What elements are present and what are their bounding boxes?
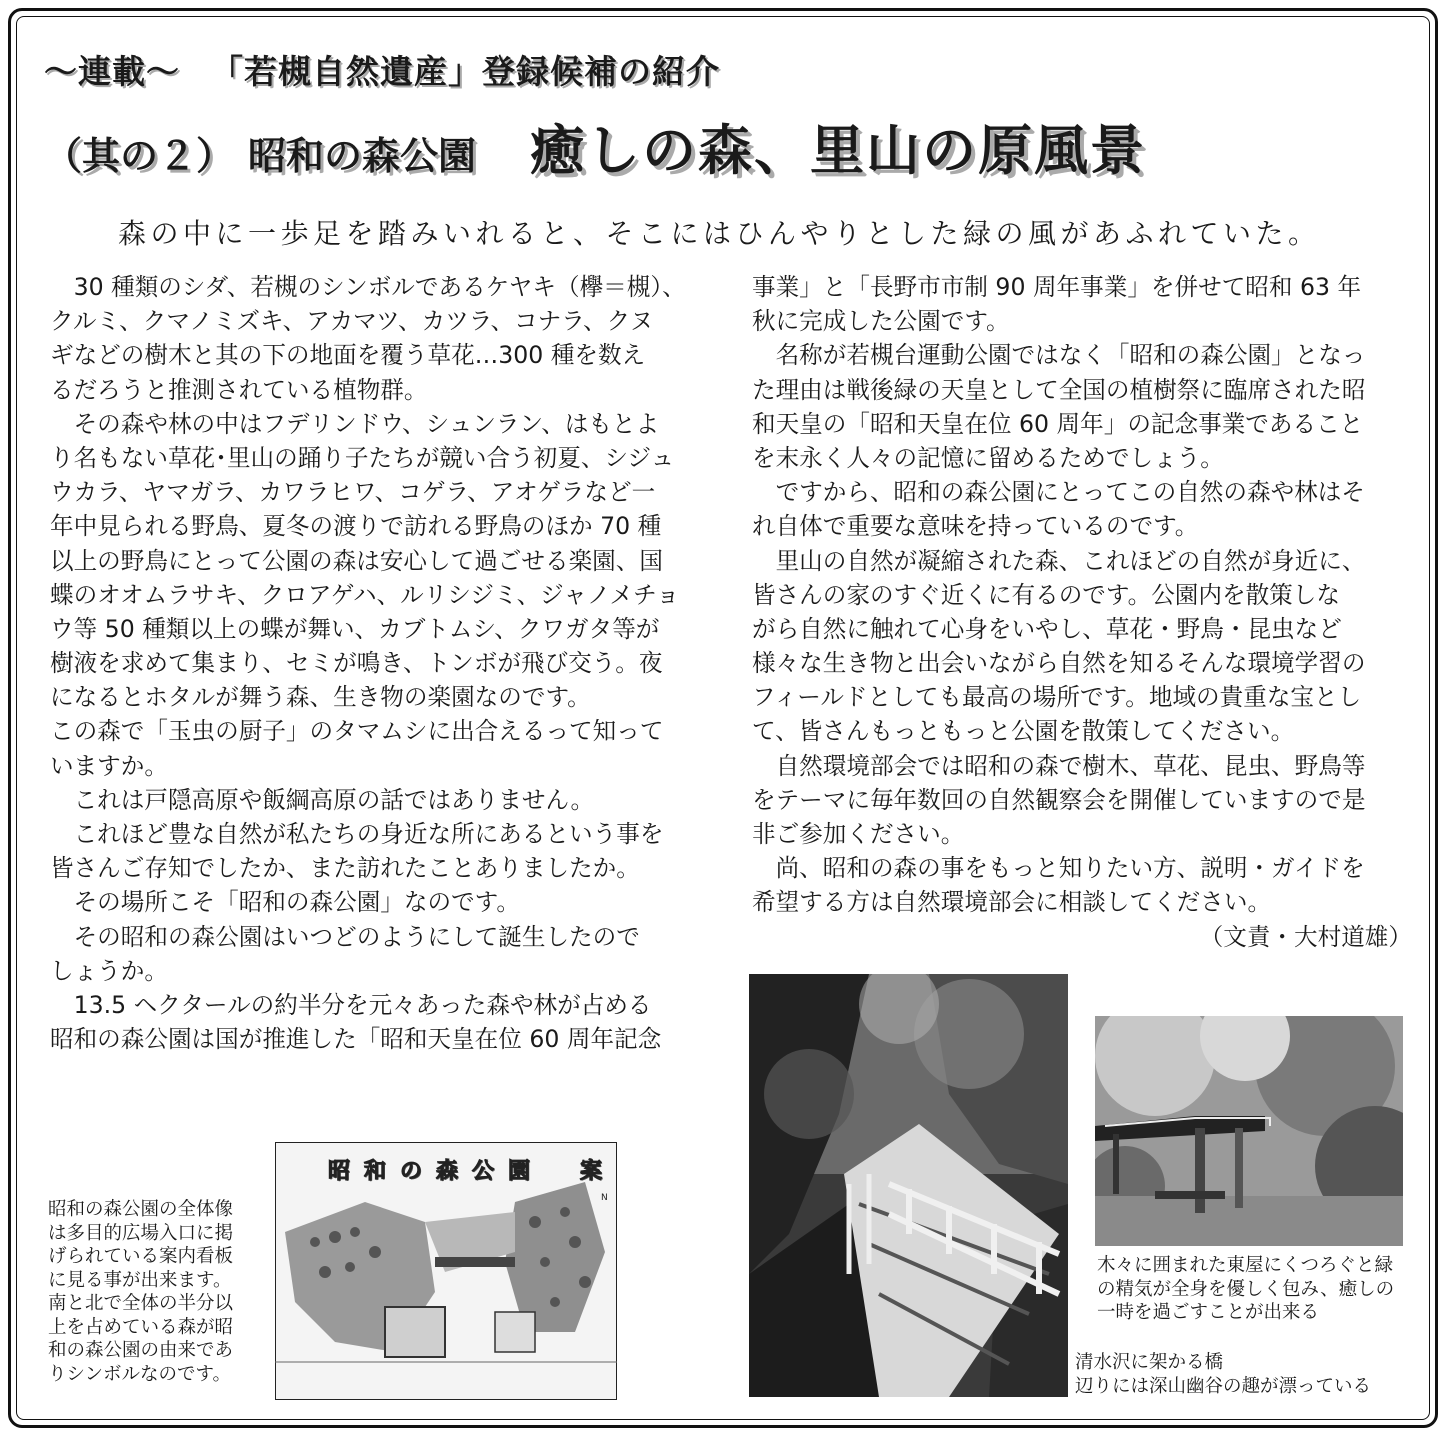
body-left-column bbox=[50, 270, 710, 1056]
body-line: 和天皇の「昭和天皇在位 60 周年」の記念事業であること bbox=[752, 409, 1364, 438]
body-line: これは戸隠高原や飯綱高原の話ではありません。 bbox=[50, 785, 595, 814]
body-line: 希望する方は自然環境部会に相談してください。 bbox=[752, 888, 1272, 917]
body-line: いますか。 bbox=[50, 751, 168, 780]
body-line: になるとホタルが舞う森、生き物の楽園なのです。 bbox=[50, 683, 591, 712]
body-line: 里山の自然が凝縮された森、これほどの自然が身近に、 bbox=[752, 546, 1366, 575]
caption-line: 上を占めている森が昭 bbox=[48, 1316, 234, 1338]
body-line: 蝶のオオムラサキ、クロアゲハ、ルリシジミ、ジャノメチョ bbox=[50, 580, 680, 609]
body-line: その場所こそ「昭和の森公園」なのです。 bbox=[50, 888, 520, 917]
body-line: ウカラ、ヤマガラ、カワラヒワ、コゲラ、アオゲラなど一 bbox=[50, 478, 656, 507]
pavilion-caption bbox=[1097, 1254, 1394, 1325]
body-line: 年中見られる野鳥、夏冬の渡りで訪れる野鳥のほか 70 種 bbox=[50, 512, 662, 541]
caption-line: 南と北で全体の半分以 bbox=[48, 1293, 234, 1314]
body-line: を末永く人々の記憶に留めるためでしょう。 bbox=[752, 443, 1224, 472]
body-line: ギなどの樹木と其の下の地面を覆う草花…300 種を数え bbox=[50, 341, 646, 370]
park-map-photo bbox=[275, 1142, 617, 1400]
caption-line: りシンボルなのです。 bbox=[48, 1363, 232, 1385]
body-line: 13.5 ヘクタールの約半分を元々あった森や林が占める bbox=[50, 990, 652, 1019]
body-line: がら自然に触れて心身をいやし、草花・野鳥・昆虫など bbox=[752, 614, 1342, 643]
body-line: れ自体で重要な意味を持っているのです。 bbox=[752, 512, 1199, 541]
bridge-caption bbox=[1075, 1351, 1371, 1398]
caption-line: に見る事が出来ます。 bbox=[48, 1269, 232, 1291]
body-line: て、皆さんもっともっと公園を散策してください。 bbox=[752, 717, 1295, 746]
caption-line: は多目的広場入口に掲 bbox=[48, 1222, 234, 1244]
body-line: た理由は戦後緑の天皇として全国の植樹祭に臨席された昭 bbox=[752, 375, 1366, 404]
body-line: フィールドとしても最高の場所です。地域の貴重な宝とし bbox=[752, 683, 1362, 712]
body-line: 樹液を求めて集まり、セミが鳴き、トンボが飛び交う。夜 bbox=[50, 649, 663, 678]
body-line: 皆さんご存知でしたか、また訪れたことありましたか。 bbox=[50, 854, 640, 883]
caption-line: の精気が全身を優しく包み、癒しの bbox=[1097, 1278, 1395, 1300]
body-right-column bbox=[752, 270, 1412, 954]
body-line: ですから、昭和の森公園にとってこの自然の森や林はそ bbox=[752, 478, 1365, 507]
body-line: 様々な生き物と出会いながら自然を知るそんな環境学習の bbox=[752, 649, 1366, 678]
lead-text: 森の中に一歩足を踏みいれると、そこにはひんやりとした緑の風があふれていた。 bbox=[118, 217, 1321, 250]
body-line: 以上の野鳥にとって公園の森は安心して過ごせる楽園、国 bbox=[50, 546, 663, 575]
map-caption bbox=[48, 1198, 233, 1386]
body-line: 事業」と「長野市市制 90 周年事業」を併せて昭和 63 年 bbox=[752, 273, 1362, 301]
body-line: 自然環境部会では昭和の森で樹木、草花、昆虫、野鳥等 bbox=[752, 751, 1366, 780]
body-line: 秋に完成した公園です。 bbox=[752, 307, 1010, 336]
caption-line: 一時を過ごすことが出来る bbox=[1097, 1302, 1320, 1323]
body-line: 非ご参加ください。 bbox=[752, 820, 965, 848]
body-line: 皆さんの家のすぐ近くに有るのです。公園内を散策しな bbox=[752, 580, 1340, 609]
headline-part: （其の２） bbox=[44, 133, 235, 178]
body-line: これほど豊な自然が私たちの身近な所にあるという事を bbox=[50, 820, 664, 848]
body-line: この森で「玉虫の厨子」のタマムシに出合えるって知って bbox=[50, 717, 664, 746]
body-line: をテーマに毎年数回の自然観察会を開催していますので是 bbox=[752, 785, 1366, 814]
caption-line: 清水沢に架かる橋 bbox=[1075, 1352, 1224, 1373]
map-title: 昭和の森公園 案 bbox=[328, 1158, 617, 1184]
headline-place: 昭和の森公園 bbox=[248, 133, 477, 178]
caption-line: げられている案内看板 bbox=[48, 1246, 234, 1267]
body-line: り名もない草花･里山の踊り子たちが競い合う初夏、シジュ bbox=[50, 443, 675, 472]
pavilion-photo bbox=[1095, 1016, 1403, 1246]
series-prefix: 〜連載〜 bbox=[44, 52, 180, 91]
svg-text:N: N bbox=[601, 1193, 608, 1203]
body-line: ウ等 50 種類以上の蝶が舞い、カブトムシ、クワガタ等が bbox=[50, 614, 660, 643]
caption-line: 和の森公園の由来であ bbox=[48, 1340, 234, 1361]
bridge-photo bbox=[749, 974, 1068, 1397]
body-line: クルミ、クマノミズキ、アカマツ、カツラ、コナラ、クヌ bbox=[50, 307, 654, 336]
series-text: 「若槻自然遺産」登録候補の紹介 bbox=[210, 52, 720, 91]
body-line: 名称が若槻台運動公園ではなく「昭和の森公園」となっ bbox=[752, 341, 1366, 370]
headline bbox=[44, 108, 1146, 185]
body-line: 30 種類のシダ、若槻のシンボルであるケヤキ（欅＝槻）、 bbox=[50, 273, 686, 301]
author-credit: （文責・大村道雄） bbox=[1199, 922, 1412, 951]
body-line: るだろうと推測されている植物群。 bbox=[50, 375, 428, 404]
caption-line: 辺りには深山幽谷の趣が漂っている bbox=[1075, 1375, 1372, 1397]
body-line: 昭和の森公園は国が推進した「昭和天皇在位 60 周年記念 bbox=[50, 1025, 662, 1054]
body-line: その森や林の中はフデリンドウ、シュンラン、はもとよ bbox=[50, 409, 660, 438]
headline-main: 癒しの森、里山の原風景 bbox=[530, 118, 1147, 182]
body-line: 尚、昭和の森の事をもっと知りたい方、説明・ガイドを bbox=[752, 854, 1365, 883]
series-title bbox=[44, 46, 720, 93]
body-line: しょうか。 bbox=[50, 956, 168, 985]
caption-line: 木々に囲まれた東屋にくつろぐと緑 bbox=[1097, 1255, 1394, 1276]
body-line: その昭和の森公園はいつどのようにして誕生したので bbox=[50, 922, 640, 951]
caption-line: 昭和の森公園の全体像 bbox=[48, 1199, 234, 1220]
